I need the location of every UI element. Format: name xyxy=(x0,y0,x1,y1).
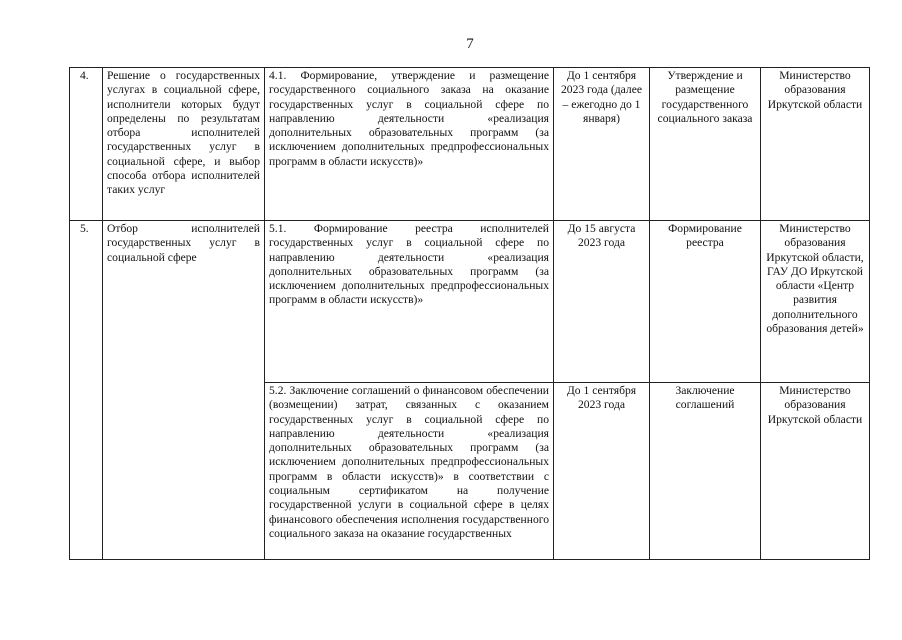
responsible-cell: Министерство образования Иркутской области xyxy=(761,68,870,221)
result-cell: Формирование реестра xyxy=(650,221,761,383)
table-row xyxy=(70,221,870,383)
table-row xyxy=(70,68,870,221)
event-cell: 5.1. Формирование реестра исполнителей государственных услуг в социальной сфере по направлению деятельности «реализация дополнительных образовательных программ (за исключением дополнительных предпрофессиональных программ в области искусств)» xyxy=(265,221,554,383)
row-number: 5. xyxy=(70,221,103,560)
stage-cell: Решение о государственных услугах в социальной сфере, исполнители которых будут определены по результатам отбора исполнителей государственных услуг в социальной сфере, и выбор способа отбора исполнителей таких услуг xyxy=(103,68,265,221)
event-cell: 4.1. Формирование, утверждение и размещение государственного социального заказа на оказание государственных услуг в социальной сфере по направлению деятельности «реализация дополнительных образовательных программ (за исключением дополнительных предпрофессиональных программ в области искусств)» xyxy=(265,68,554,221)
deadline-cell: До 15 августа 2023 года xyxy=(554,221,650,383)
action-plan-table xyxy=(69,67,870,560)
responsible-cell: Министерство образования Иркутской области xyxy=(761,383,870,560)
result-cell: Заключение соглашений xyxy=(650,383,761,560)
deadline-cell: До 1 сентября 2023 года xyxy=(554,383,650,560)
deadline-cell: До 1 сентября 2023 года (далее – ежегодно до 1 января) xyxy=(554,68,650,221)
page-number: 7 xyxy=(466,36,474,52)
event-text: 5.2. Заключение соглашений о финансовом обеспечении (возмещении) затрат, связанных с оказанием государственных услуг в социальной сфере по направлению деятельности «реализация дополнительных образовательных программ (за исключением дополнительных предпрофессиональных программ в области искусств)» в соответствии с социальным сертификатом на получение государственной услуги в социальной сфере в целях финансового обеспечения исполнения государственного социального заказа на оказание государственных xyxy=(269,384,549,540)
responsible-cell: Министерство образования Иркутской области, ГАУ ДО Иркутской области «Центр развития дополнительного образования детей» xyxy=(761,221,870,383)
event-cell xyxy=(265,383,554,560)
row-number: 4. xyxy=(70,68,103,221)
result-cell: Утверждение и размещение государственного социального заказа xyxy=(650,68,761,221)
stage-cell: Отбор исполнителей государственных услуг в социальной сфере xyxy=(103,221,265,560)
